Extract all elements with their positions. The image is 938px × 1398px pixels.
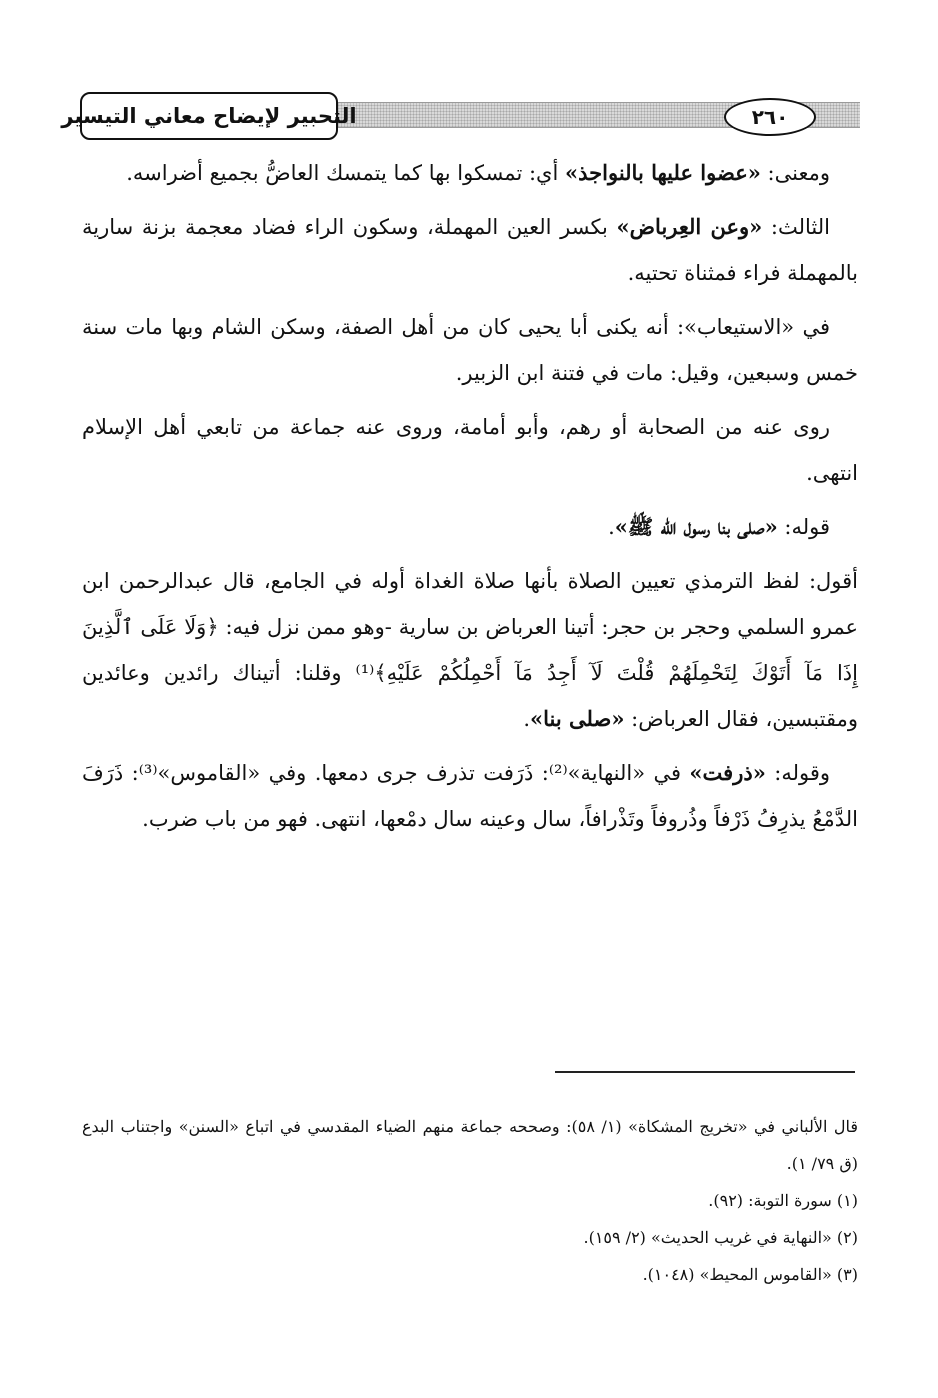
paragraph-1-tail: أي: تمسكوا بها كما يتمسك العاضُّ بجميع أضراسه. [126,161,565,185]
paragraph-5-bold: «صلى بنا رسول الله ﷺ» [614,514,778,539]
paragraph-3: في «الاستيعاب»: أنه يكنى أبا يحيى كان من أهل الصفة، وسكن الشام وبها مات سنة خمس وسبعين، وقيل: مات في فتنة ابن الزبير. [82,315,858,385]
paragraph-4: روى عنه من الصحابة أو رهم، وأبو أمامة، وروى عنه جماعة من تابعي أهل الإسلام انتهى. [82,415,858,485]
paragraph-6 [82,558,858,742]
paragraph-6-tail: . [523,707,531,731]
book-title: التحبير لإيضاح معاني التيسير [80,92,338,140]
footnote-ref-3: ⁽³⁾ [138,761,158,785]
main-text [82,150,858,842]
paragraph-2-tail: بكسر العين المهملة، وسكون الراء فضاد معجمة بزنة سارية بالمهملة فراء فمثناة تحتيه. [82,215,858,285]
paragraph-6-bold: «صلى بنا» [530,706,625,731]
paragraph-2-bold: «وعن العِرباض» [616,214,763,239]
footnote-ref-1: ⁽¹⁾ [355,661,375,685]
page-header [61,92,860,144]
paragraph-2 [82,204,858,296]
paragraph-1 [82,150,858,196]
page-number: ٢٦٠ [724,98,816,136]
paragraph-5-tail: . [608,515,615,539]
paragraph-6-part1: أقول: لفظ الترمذي تعيين الصلاة بأنها صلاة الغداة أوله في الجامع، قال عبدالرحمن ابن عمرو السلمي وحجر بن حجر: أتينا العرباض بن سارية -وهو ممن نزل فيه: [82,569,858,639]
paragraph-7-bold: «ذرفت» [689,760,766,785]
paragraph-5-lead: قوله: [777,515,830,539]
paragraph-7-lead: وقوله: [765,761,830,785]
paragraph-2-lead: الثالث: [762,215,830,239]
paragraph-7-part2: : ذَرَفت تذرف جرى دمعها. وفي «القاموس» [157,761,549,785]
footnote-separator [555,1071,855,1073]
footnotes [82,1108,858,1293]
footnote-1: (١) سورة التوبة: (٩٢). [708,1191,858,1210]
paragraph-1-lead: ومعنى: [760,161,830,185]
paragraph-1-bold: «عضوا عليها بالنواجذ» [565,160,761,185]
footnote-3: (٣) «القاموس المحيط» (١٠٤٨). [642,1265,858,1284]
footnote-2: (٢) «النهاية في غريب الحديث» (٢/ ١٥٩). [583,1228,858,1247]
paragraph-5 [82,504,858,550]
paragraph-7-part3: : ذَرَفَ الدَّمْعُ يذرِفُ ذَرْفاً وذُروفاً وتَذْرافاً، سال وعينه سال دمْعها، انتهى. فهو من باب ضرب. [82,761,858,831]
paragraph-7-part1: في «النهاية» [567,761,690,785]
paragraph-6-part2: وقلنا: أتيناك رائدين وعائدين ومقتبسين، فقال العرباض: [82,661,858,731]
footnote-carryover: قال الألباني في «تخريج المشكاة» (١/ ٥٨): وصححه جماعة منهم الضياء المقدسي في اتباع «السنن» واجتناب البدع (ق ٧٩/ ١). [82,1117,859,1173]
footnote-ref-2: ⁽²⁾ [548,761,568,785]
paragraph-7 [82,750,858,842]
quran-verse: ﴿وَلَا عَلَى ٱلَّذِينَ إِذَا مَآ أَتَوْكَ لِتَحْمِلَهُمْ قُلْتَ لَآ أَجِدُ مَآ أَحْمِلُكُمْ عَلَيْهِ﴾ [82,615,858,685]
